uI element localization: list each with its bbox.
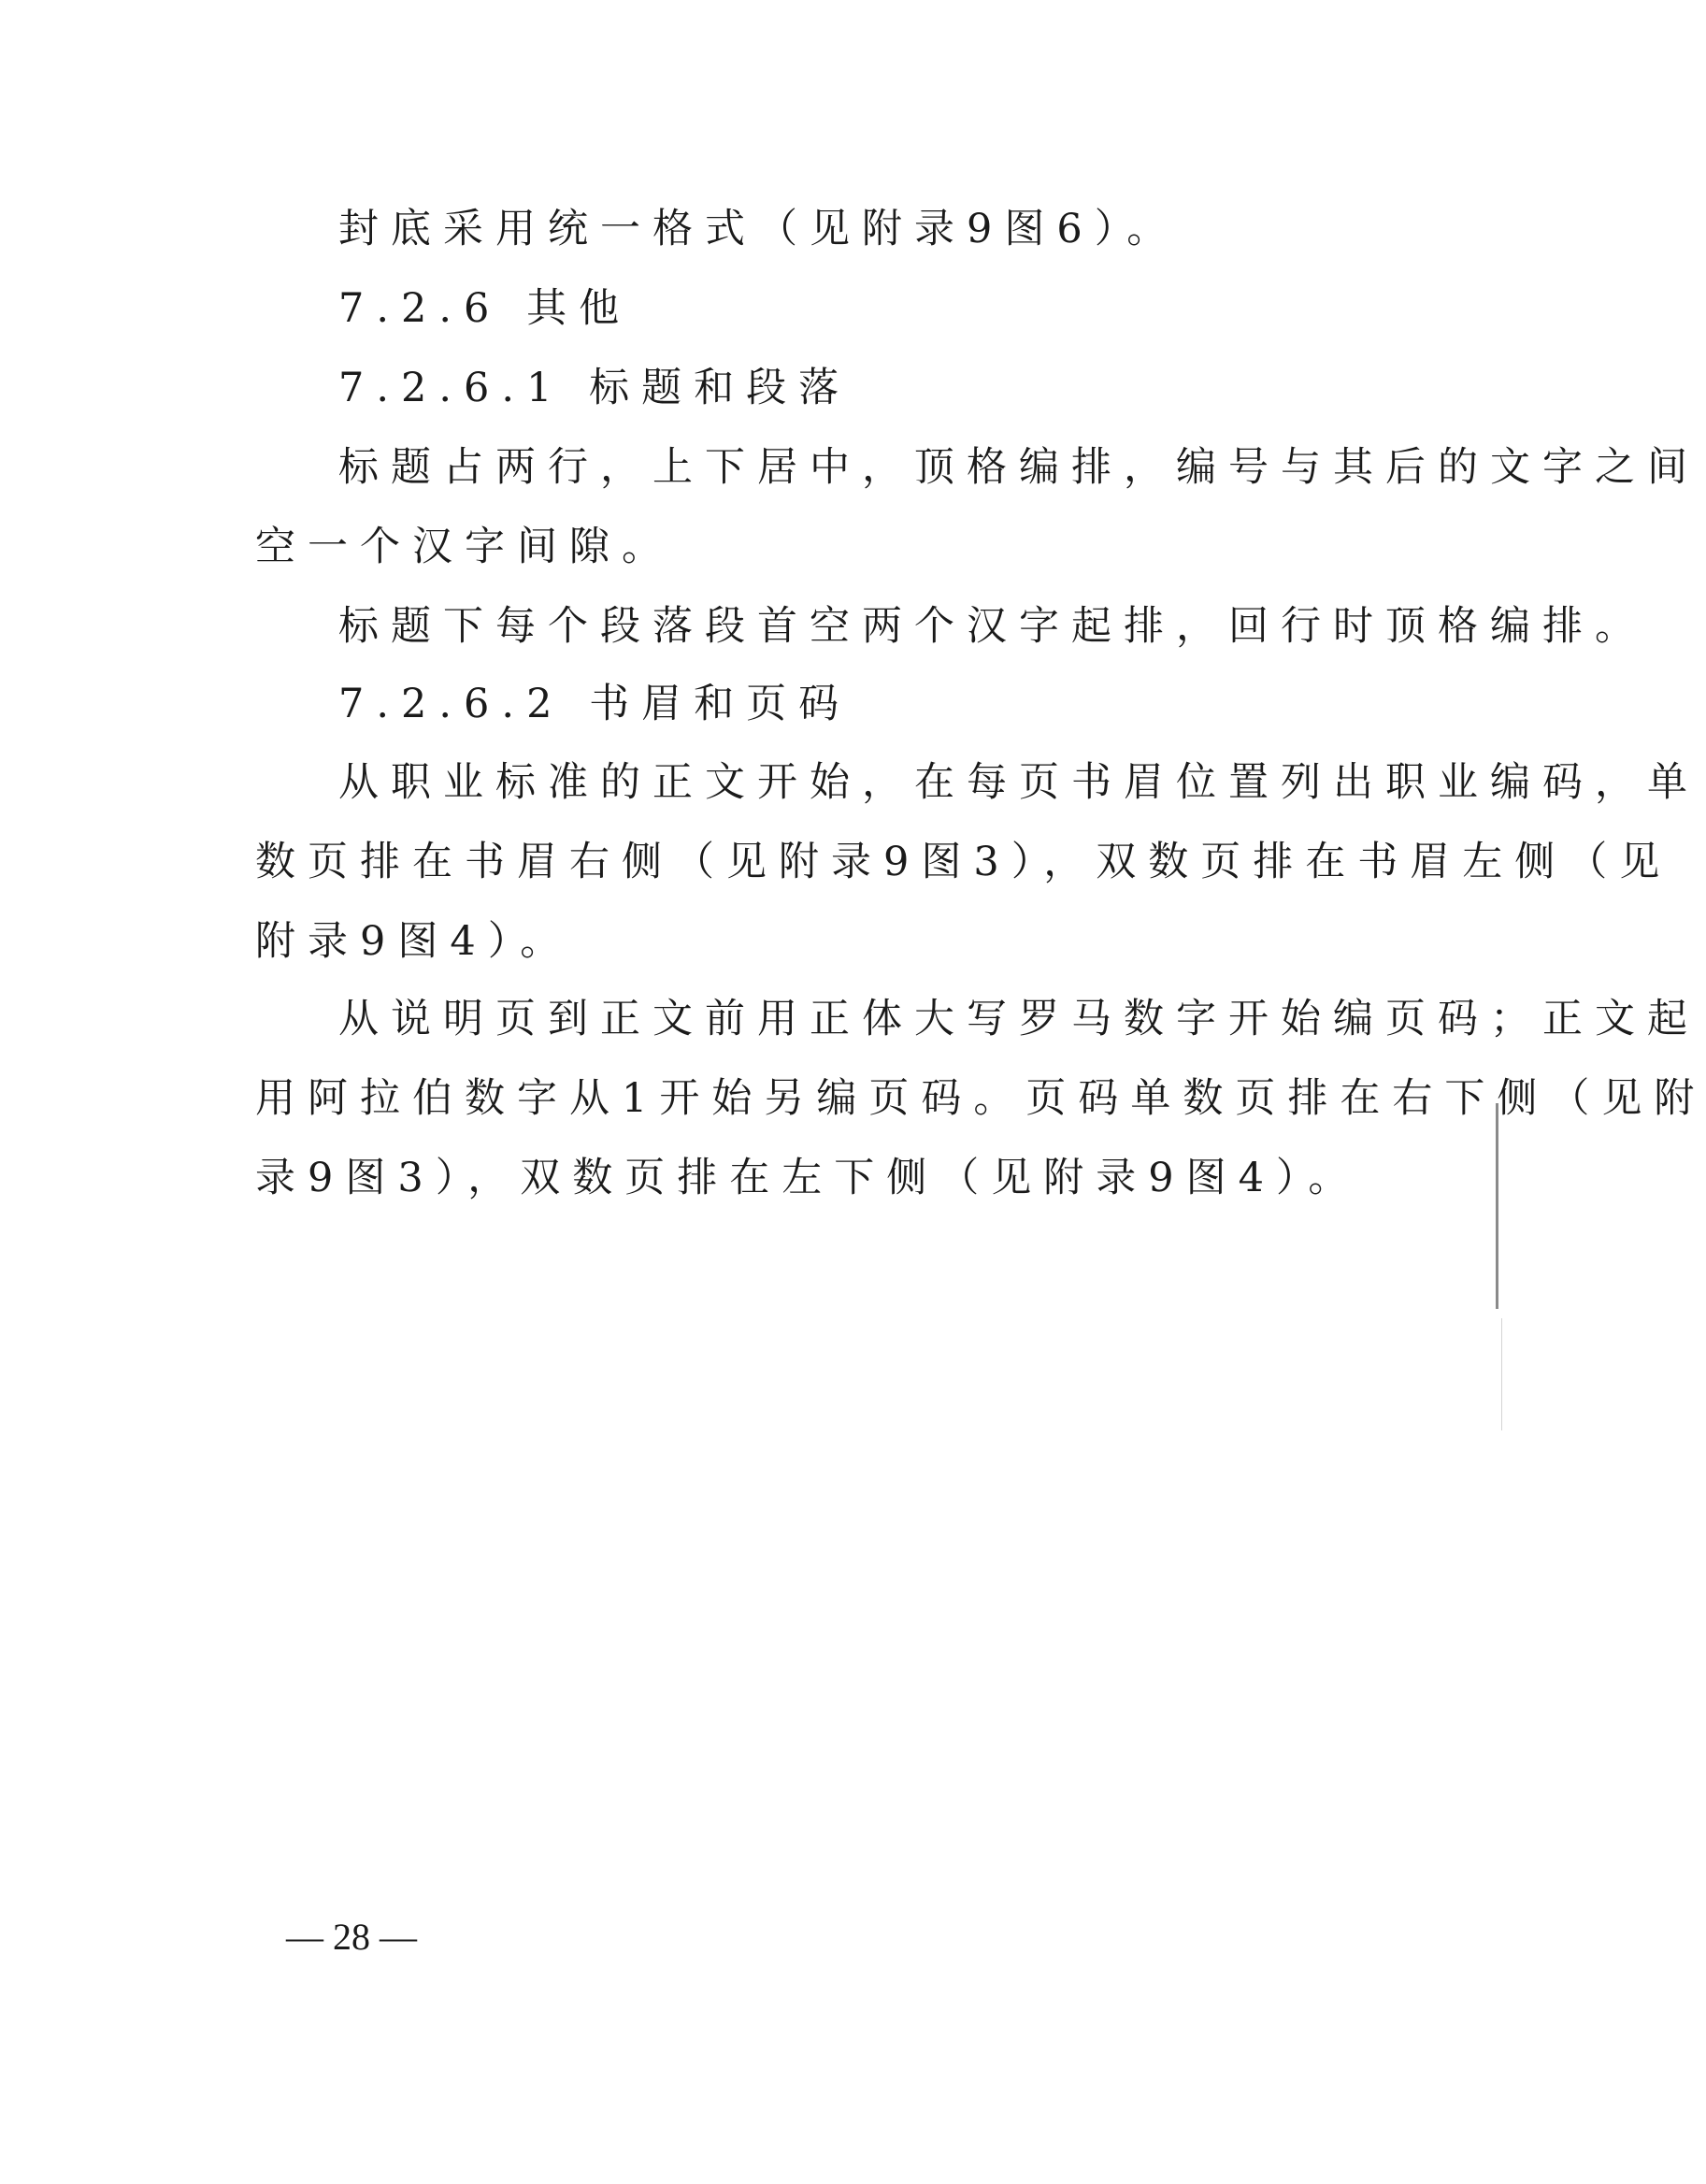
right-page-edge-shadow-faint	[1501, 1318, 1502, 1430]
paragraph-page-numbering-line-2: 用阿拉伯数字从1开始另编页码。页码单数页排在右下侧（见附	[255, 1075, 1706, 1122]
right-page-edge-shadow	[1496, 1103, 1498, 1309]
page-number: — 28 —	[286, 1916, 417, 1958]
paragraph-page-numbering-line-1: 从说明页到正文前用正体大写罗马数字开始编页码；正文起	[338, 996, 1699, 1042]
paragraph-header-line-3: 附录9图4）。	[255, 918, 573, 965]
text-line-cover-back-format: 封底采用统一格式（见附录9图6）。	[338, 206, 1180, 252]
heading-7-2-6-2: 7.2.6.2 书眉和页码	[338, 681, 852, 727]
paragraph-header-line-1: 从职业标准的正文开始，在每页书眉位置列出职业编码，单	[338, 759, 1699, 806]
paragraph-header-line-2: 数页排在书眉右侧（见附录9图3），双数页排在书眉左侧（见	[255, 839, 1672, 885]
paragraph-section-indent: 标题下每个段落段首空两个汉字起排，回行时顶格编排。	[338, 603, 1647, 650]
paragraph-page-numbering-line-3: 录9图3），双数页排在左下侧（见附录9图4）。	[255, 1155, 1361, 1201]
paragraph-title-line-1: 标题占两行，上下居中，顶格编排，编号与其后的文字之间	[338, 444, 1699, 491]
heading-7-2-6: 7.2.6 其他	[338, 285, 632, 332]
heading-7-2-6-1: 7.2.6.1 标题和段落	[338, 365, 852, 411]
paragraph-title-line-2: 空一个汉字间隙。	[255, 524, 674, 570]
